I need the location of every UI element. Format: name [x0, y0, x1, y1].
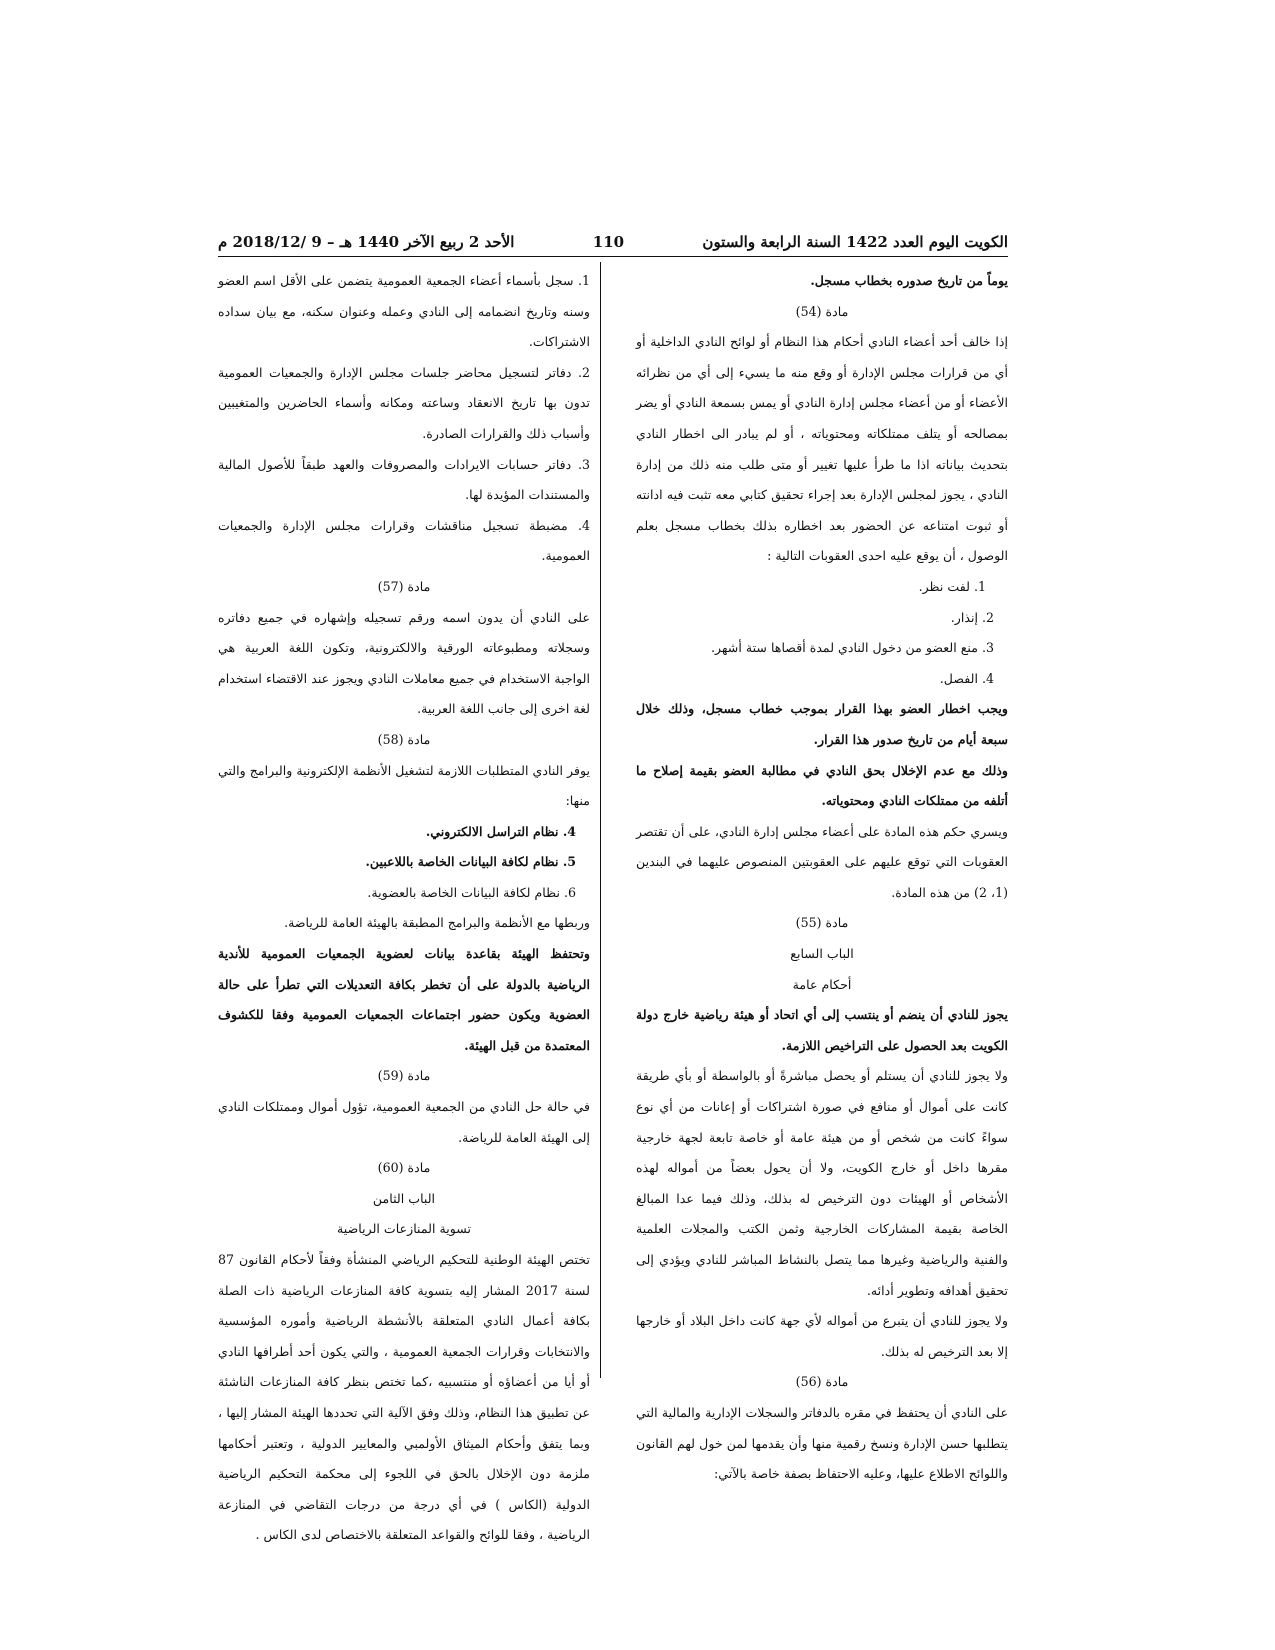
- list-item: 1. سجل بأسماء أعضاء الجمعية العمومية يتضمن على الأقل اسم العضو وسنه وتاريخ انضمامه إلى النادي وعمله وعنوان سكنه، مع بيان سداده الاشتراكات.: [218, 273, 590, 350]
- paragraph: يوفر النادي المتطلبات اللازمة لتشغيل الأنظمة الإلكترونية والبرامج والتي منها:: [218, 762, 590, 809]
- section-heading: الباب السابع: [790, 946, 854, 962]
- section-subheading: أحكام عامة: [792, 976, 852, 992]
- list-item: 3. منع العضو من دخول النادي لمدة أقصاها ستة أشهر.: [711, 640, 994, 656]
- paragraph: على النادي أن يدون اسمه ورقم تسجيله وإشهاره في جميع دفاتره وسجلاته ومطبوعاته الورقية والالكترونية، وتكون اللغة العربية هي الواجبة الاستخدام في جميع معاملات النادي ويجوز عند الاقتضاء استخدام لغة اخرى إلى جانب اللغة العربية.: [218, 609, 590, 717]
- header-issue-info: الكويت اليوم العدد 1422 السنة الرابعة والستون: [702, 233, 1008, 251]
- paragraph: في حالة حل النادي من الجمعية العمومية، تؤول أموال وممتلكات النادي إلى الهيئة العامة للرياضة.: [218, 1099, 590, 1145]
- list-item: 6. نظام لكافة البيانات الخاصة بالعضوية.: [367, 884, 576, 900]
- column-divider: [600, 262, 601, 1378]
- article-heading: مادة (59): [377, 1068, 431, 1084]
- list-item: 4. الفصل.: [939, 670, 994, 686]
- left-column: [218, 266, 590, 1551]
- list-item: 4. مضبطة تسجيل مناقشات وقرارات مجلس الإدارة والجمعيات العمومية.: [218, 517, 590, 564]
- page-number: 110: [592, 233, 625, 251]
- paragraph: وتحتفظ الهيئة بقاعدة بيانات لعضوية الجمعيات العمومية للأندية الرياضية بالدولة على أن تخطر بكافة التعديلات التي تطرأ على حالة العضوية ويكون حضور اجتماعات الجمعيات العمومية وفقا للكشوف المعتمدة من قبل الهيئة.: [218, 946, 590, 1053]
- page-header: [218, 228, 1008, 257]
- article-heading: مادة (60): [377, 1160, 431, 1176]
- article-heading: مادة (55): [795, 915, 849, 931]
- paragraph: وربطها مع الأنظمة والبرامج المطبقة بالهيئة العامة للرياضة.: [284, 915, 590, 931]
- section-heading: الباب الثامن: [372, 1190, 436, 1206]
- list-item: 5. نظام لكافة البيانات الخاصة باللاعبين.: [365, 854, 576, 870]
- right-column: [636, 266, 1008, 1490]
- paragraph: ويجب اخطار العضو بهذا القرار بموجب خطاب مسجل، وذلك خلال سبعة أيام من تاريخ صدور هذا القرار.: [636, 701, 1008, 747]
- gazette-page: [218, 228, 1008, 1543]
- article-heading: مادة (56): [795, 1374, 849, 1390]
- list-item: 3. دفاتر حسابات الايرادات والمصروفات والعهد طبقاً للأصول المالية والمستندات المؤيدة لها.: [218, 456, 590, 503]
- list-item: 2. إنذار.: [950, 609, 994, 625]
- list-item: 1. لفت نظر.: [918, 578, 986, 594]
- list-item: 4. نظام التراسل الالكتروني.: [425, 823, 576, 839]
- section-subheading: تسوية المنازعات الرياضية: [337, 1221, 471, 1237]
- article-heading: مادة (58): [377, 731, 431, 747]
- paragraph: إذا خالف أحد أعضاء النادي أحكام هذا النظام أو لوائح النادي الداخلية أو أي من قرارات مجلس الإدارة أو وقع منه ما يسيء إلى أي من نظرائه الأعضاء أو من أعضاء مجلس إدارة النادي أو يمس بسمعة النادي أو يضر بمصالحه أو يتلف ممتلكاته ومحتوياته ، أو لم يبادر الى اخطار النادي بتحديث بياناته اذا ما طرأ عليها تغيير أو متى طلب منه ذلك من إدارة النادي ، يجوز لمجلس الإدارة بعد إجراء تحقيق كتابي معه تثبت فيه ادانته أو ثبوت امتناعه عن الحضور بعد اخطاره بذلك بخطاب مسجل بعلم الوصول ، أن يوقع عليه احدى العقوبات التالية :: [636, 334, 1008, 564]
- paragraph: تختص الهيئة الوطنية للتحكيم الرياضي المنشأة وفقاً لأحكام القانون 87 لسنة 2017 المشار إليه بتسوية كافة المنازعات الرياضية ذات الصلة بكافة أعمال النادي المتعلقة بالأنشطة الرياضية وأموره المؤسسية والانتخابات وقرارات الجمعية العمومية ، والتي يكون أحد أطرافها النادي أو أيا من أعضاؤه أو منتسبيه ،كما تختص بنظر كافة المنازعات الناشئة عن تطبيق هذا النظام، وذلك وفق الآلية التي تحددها الهيئة المشار إليها ، وبما يتفق وأحكام الميثاق الأولمبي والمعايير الدولية ، وتعتبر أحكامها ملزمة دون الإخلال بالحق في اللجوء إلى محكمة التحكيم الرياضية الدولية (الكاس ) في أي درجة من درجات التقاضي في المنازعة الرياضية ، وفقا للوائح والقواعد المتعلقة بالاختصاص لدى الكاس .: [218, 1252, 590, 1543]
- list-item: 2. دفاتر لتسجيل محاضر جلسات مجلس الإدارة والجمعيات العمومية تدون بها تاريخ الانعقاد وساعته ومكانه وأسماء الحاضرين والمتغيبين وأسباب ذلك والقرارات الصادرة.: [218, 364, 590, 441]
- paragraph: على النادي أن يحتفظ في مقره بالدفاتر والسجلات الإدارية والمالية التي يتطلبها حسن الإدارة ونسخ رقمية منها وأن يقدمها لمن خول لهم القانون واللوائح الاطلاع عليها، وعليه الاحتفاظ بصفة خاصة بالآتي:: [636, 1404, 1008, 1482]
- paragraph: ويسري حكم هذه المادة على أعضاء مجلس إدارة النادي، على أن تقتصر العقوبات التي توقع عليهم على العقوبتين المنصوص عليهما في البندين (1، 2) من هذه المادة.: [636, 823, 1008, 900]
- article-heading: مادة (54): [795, 303, 849, 319]
- paragraph: ولا يجوز للنادي أن يستلم أو يحصل مباشرةً أو بالواسطة أو بأي طريقة كانت على أموال أو منافع في صورة اشتراكات أو إعانات من أي نوع سواءً كانت من شخص أو من هيئة عامة أو خاصة تابعة لجهة خارجية مقرها داخل أو خارج الكويت، ولا أن يحول بعضاً من أمواله لهذه الأشخاص أو الهيئات دون الترخيص له بذلك، وذلك فيما عدا المبالغ الخاصة بقيمة المشاركات الخارجية وثمن الكتب والمجلات العلمية والفنية والرياضية وغيرها مما يتصل بالنشاط المباشر للنادي ويؤدي إلى تحقيق أهدافه وتطوير أدائه.: [636, 1068, 1008, 1298]
- paragraph: يوماً من تاريخ صدوره بخطاب مسجل.: [810, 273, 1008, 288]
- paragraph: ولا يجوز للنادي أن يتبرع من أمواله لأي جهة كانت داخل البلاد أو خارجها إلا بعد الترخيص له بذلك.: [636, 1313, 1008, 1359]
- header-date: الأحد 2 ربيع الآخر 1440 هـ – 9 /2018/12 م: [218, 233, 515, 251]
- paragraph: يجوز للنادي أن ينضم أو ينتسب إلى أي اتحاد أو هيئة رياضية خارج دولة الكويت بعد الحصول على التراخيص اللازمة.: [636, 1007, 1008, 1053]
- paragraph: وذلك مع عدم الإخلال بحق النادي في مطالبة العضو بقيمة إصلاح ما أتلفه من ممتلكات النادي ومحتوياته.: [636, 762, 1008, 809]
- article-heading: مادة (57): [377, 578, 431, 594]
